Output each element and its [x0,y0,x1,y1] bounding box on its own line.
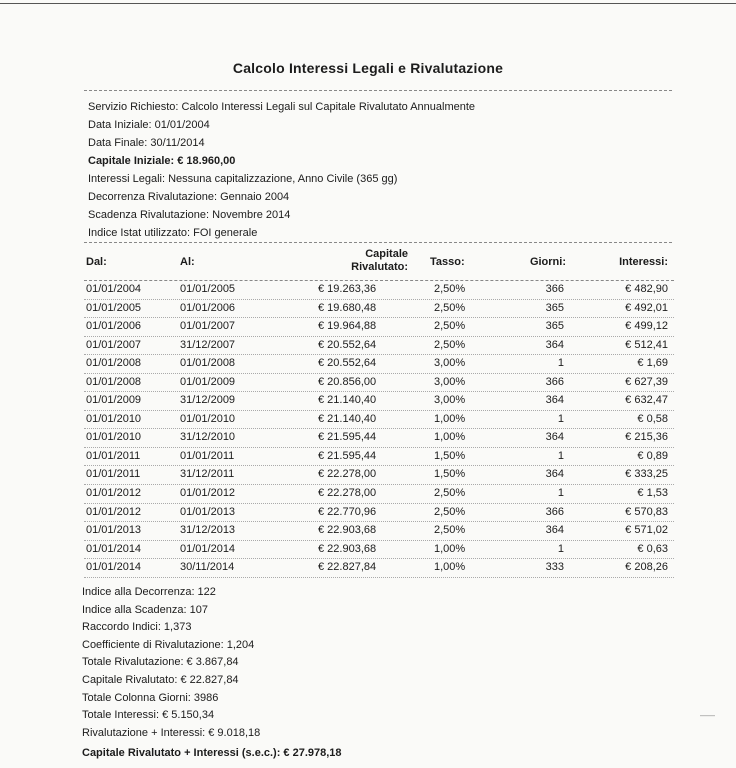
cell-al: 01/01/2010 [180,412,236,425]
cell-al: 31/12/2011 [180,468,235,481]
cell-al: 31/12/2010 [180,431,236,444]
table-row [84,485,674,504]
cell-tasso: 1,00% [434,431,466,444]
cell-dal: 01/01/2006 [86,320,142,333]
table-row [84,541,674,560]
cell-capitale: € 22.278,00 [318,487,377,500]
info-line: Data Finale: 30/11/2014 [88,137,205,149]
summary-line: Indice alla Decorrenza: 122 [82,586,216,598]
cell-giorni: 364 [545,338,564,351]
table-row [84,355,674,374]
cell-dal: 01/01/2012 [86,505,142,518]
cell-dal: 01/01/2011 [86,468,141,481]
scan-mark: ––– [700,710,716,720]
info-line: Indice Istat utilizzato: FOI generale [88,227,258,239]
cell-interessi: € 0,63 [637,542,668,555]
cell-al: 01/01/2009 [180,375,236,388]
cell-al: 01/01/2005 [180,283,236,295]
cell-giorni: 1 [557,412,564,425]
cell-al: 31/12/2007 [180,338,236,351]
cell-giorni: 1 [557,487,564,500]
cell-dal: 01/01/2005 [86,301,142,314]
cell-giorni: 366 [545,505,564,518]
cell-capitale: € 21.595,44 [318,431,377,444]
cell-capitale: € 20.856,00 [318,375,377,388]
summary-line: Totale Rivalutazione: € 3.867,84 [82,656,239,669]
cell-tasso: 1,50% [434,449,466,462]
table-row [84,448,674,467]
cell-interessi: € 627,39 [625,375,668,388]
cell-tasso: 1,00% [434,412,466,425]
cell-tasso: 2,50% [434,320,466,333]
table-header [84,248,674,280]
cell-dal: 01/01/2013 [86,524,142,537]
cell-tasso: 3,00% [434,394,466,407]
cell-interessi: € 632,47 [625,394,668,407]
col-header-giorni: Giorni: [529,256,566,268]
cell-capitale: € 19.680,48 [318,301,377,314]
cell-giorni: 364 [545,431,564,444]
cell-al: 31/12/2013 [180,524,236,537]
cell-giorni: 1 [557,542,564,555]
cell-al: 31/12/2009 [180,394,236,407]
table-row [84,522,674,541]
cell-capitale: € 22.770,96 [318,505,377,518]
cell-al: 01/01/2014 [180,542,236,555]
summary-line: Capitale Rivalutato + Interessi (s.e.c.): € 27.978,18 [82,747,342,760]
cell-interessi: € 208,26 [625,561,668,574]
cell-al: 01/01/2008 [180,357,236,370]
cell-giorni: 1 [557,449,564,462]
table-row [84,429,674,448]
cell-dal: 01/01/2011 [86,449,141,462]
summary-line: Indice alla Scadenza: 107 [82,603,208,616]
cell-giorni: 364 [545,468,564,481]
cell-interessi: € 1,69 [637,357,668,370]
cell-tasso: 2,50% [434,505,466,518]
table-row [84,392,674,411]
col-header-capitale-line1: Capitale [365,248,408,260]
cell-giorni: 366 [545,283,564,295]
cell-dal: 01/01/2014 [86,561,142,574]
summary-line: Totale Interessi: € 5.150,34 [82,709,215,722]
table-row [84,318,674,337]
cell-capitale: € 22.827,84 [318,561,377,574]
cell-dal: 01/01/2010 [86,412,142,425]
cell-dal: 01/01/2008 [86,375,142,388]
title-divider [84,90,672,91]
info-line: Data Iniziale: 01/01/2004 [88,119,210,131]
table-row [84,281,674,300]
cell-capitale: € 21.140,40 [318,394,377,407]
table-row [84,504,674,523]
cell-capitale: € 20.552,64 [318,357,377,370]
table-row [84,466,674,485]
cell-interessi: € 571,02 [625,524,668,537]
cell-capitale: € 22.903,68 [318,542,377,555]
cell-tasso: 2,50% [434,338,466,351]
table-row [84,374,674,393]
summary-line: Raccordo Indici: 1,373 [82,621,192,634]
cell-giorni: 333 [545,561,564,574]
summary-line: Rivalutazione + Interessi: € 9.018,18 [82,726,261,739]
cell-capitale: € 22.278,00 [318,468,377,481]
info-line: Interessi Legali: Nessuna capitalizzazione, Anno Civile (365 gg) [88,173,398,185]
cell-dal: 01/01/2014 [86,542,142,555]
header-info-block [88,98,475,242]
cell-interessi: € 333,25 [625,468,668,481]
cell-capitale: € 21.595,44 [318,449,377,462]
cell-giorni: 366 [545,375,564,388]
cell-tasso: 2,50% [434,524,466,537]
interest-table [84,248,674,578]
cell-dal: 01/01/2004 [86,283,142,295]
table-row [84,300,674,319]
cell-al: 01/01/2011 [180,449,235,462]
cell-interessi: € 570,83 [625,505,668,518]
cell-tasso: 2,50% [434,301,466,314]
cell-giorni: 365 [545,320,564,333]
cell-al: 01/01/2007 [180,320,236,333]
cell-dal: 01/01/2009 [86,394,142,407]
cell-giorni: 1 [557,357,564,370]
cell-interessi: € 512,41 [625,338,668,351]
cell-tasso: 1,00% [434,561,466,574]
cell-al: 01/01/2013 [180,505,236,518]
table-row [84,559,674,578]
cell-tasso: 2,50% [434,283,466,295]
cell-giorni: 364 [545,394,564,407]
col-header-al: Al: [180,256,195,268]
info-line: Scadenza Rivalutazione: Novembre 2014 [88,209,291,221]
document-title: Calcolo Interessi Legali e Rivalutazione [232,60,504,76]
cell-capitale: € 20.552,64 [318,338,377,351]
cell-capitale: € 22.903,68 [318,524,377,537]
cell-interessi: € 215,36 [625,431,668,444]
cell-interessi: € 1,53 [637,487,668,500]
table-row [84,337,674,356]
cell-tasso: 1,00% [434,542,466,555]
cell-capitale: € 21.140,40 [318,412,377,425]
page-top-edge [0,3,736,4]
cell-giorni: 365 [545,301,564,314]
cell-interessi: € 0,89 [637,449,668,462]
col-header-capitale [322,248,408,274]
info-line: Capitale Iniziale: € 18.960,00 [88,155,236,167]
table-row [84,411,674,430]
cell-dal: 01/01/2010 [86,431,142,444]
info-line: Decorrenza Rivalutazione: Gennaio 2004 [88,191,290,203]
cell-interessi: € 492,01 [625,301,668,314]
col-header-dal: Dal: [86,256,107,268]
cell-interessi: € 499,12 [625,320,668,333]
cell-dal: 01/01/2008 [86,357,142,370]
cell-al: 01/01/2012 [180,487,236,500]
summary-block [82,584,342,763]
cell-tasso: 2,50% [434,487,466,500]
cell-al: 30/11/2014 [180,561,235,574]
cell-dal: 01/01/2012 [86,487,142,500]
cell-giorni: 364 [545,524,564,537]
cell-capitale: € 19.263,36 [318,283,377,295]
cell-tasso: 3,00% [434,357,466,370]
summary-line: Totale Colonna Giorni: 3986 [82,691,219,704]
col-header-tasso: Tasso: [430,256,465,268]
cell-tasso: 3,00% [434,375,466,388]
col-header-interessi: Interessi: [619,256,668,268]
summary-line: Coefficiente di Rivalutazione: 1,204 [82,638,255,651]
table-body [84,281,674,578]
cell-al: 01/01/2006 [180,301,236,314]
info-line: Servizio Richiesto: Calcolo Interessi Legali sul Capitale Rivalutato Annualmente [88,101,476,113]
col-header-capitale-line2: Rivalutato: [351,261,408,273]
cell-tasso: 1,50% [434,468,466,481]
cell-dal: 01/01/2007 [86,338,142,351]
cell-interessi: € 0,58 [637,412,668,425]
cell-interessi: € 482,90 [625,283,668,295]
info-divider [84,242,672,243]
summary-line: Capitale Rivalutato: € 22.827,84 [82,673,239,686]
cell-capitale: € 19.964,88 [318,320,377,333]
